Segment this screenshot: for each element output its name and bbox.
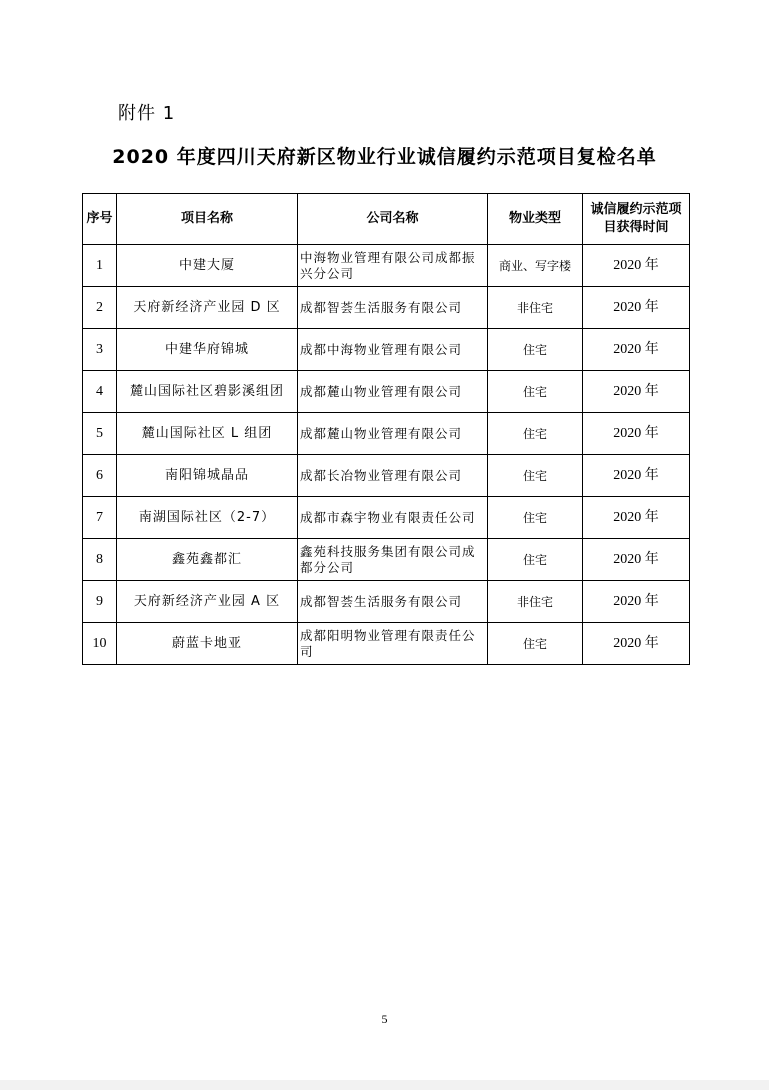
cell-award-year: 2020 年: [583, 497, 690, 539]
cell-index: 4: [83, 371, 117, 413]
cell-award-year: 2020 年: [583, 371, 690, 413]
cell-award-year: 2020 年: [583, 581, 690, 623]
cell-property-type: 商业、写字楼: [488, 245, 583, 287]
table-row: [83, 245, 690, 287]
table-row: [83, 539, 690, 581]
cell-index: 3: [83, 329, 117, 371]
table-row: [83, 287, 690, 329]
table-row: [83, 413, 690, 455]
cell-company-name: 成都阳明物业管理有限责任公司: [298, 623, 488, 665]
cell-project-name: 中建华府锦城: [117, 329, 298, 371]
cell-index: 7: [83, 497, 117, 539]
table-row: [83, 329, 690, 371]
cell-award-year: 2020 年: [583, 287, 690, 329]
cell-company-name: 鑫苑科技服务集团有限公司成都分公司: [298, 539, 488, 581]
cell-index: 6: [83, 455, 117, 497]
cell-company-name: 成都智荟生活服务有限公司: [298, 581, 488, 623]
table-row: [83, 371, 690, 413]
header-year: 诚信履约示范项目获得时间: [583, 194, 690, 245]
header-company: 公司名称: [298, 194, 488, 245]
cell-property-type: 住宅: [488, 539, 583, 581]
cell-project-name: 南阳锦城晶品: [117, 455, 298, 497]
cell-index: 8: [83, 539, 117, 581]
cell-property-type: 住宅: [488, 371, 583, 413]
cell-property-type: 住宅: [488, 623, 583, 665]
cell-company-name: 成都中海物业管理有限公司: [298, 329, 488, 371]
cell-index: 5: [83, 413, 117, 455]
cell-index: 2: [83, 287, 117, 329]
cell-property-type: 住宅: [488, 413, 583, 455]
cell-project-name: 南湖国际社区（2-7）: [117, 497, 298, 539]
document-title: 2020 年度四川天府新区物业行业诚信履约示范项目复检名单: [112, 146, 657, 168]
cell-index: 10: [83, 623, 117, 665]
cell-award-year: 2020 年: [583, 539, 690, 581]
cell-property-type: 住宅: [488, 329, 583, 371]
cell-property-type: 非住宅: [488, 581, 583, 623]
cell-award-year: 2020 年: [583, 455, 690, 497]
cell-company-name: 成都市森宇物业有限责任公司: [298, 497, 488, 539]
cell-project-name: 天府新经济产业园 A 区: [117, 581, 298, 623]
attachment-label: 附件 1: [118, 103, 176, 124]
cell-index: 1: [83, 245, 117, 287]
page-bottom-edge: [0, 1080, 769, 1090]
cell-project-name: 麓山国际社区 L 组团: [117, 413, 298, 455]
cell-company-name: 成都麓山物业管理有限公司: [298, 371, 488, 413]
cell-project-name: 天府新经济产业园 D 区: [117, 287, 298, 329]
table-row: [83, 455, 690, 497]
cell-project-name: 鑫苑鑫都汇: [117, 539, 298, 581]
cell-company-name: 成都智荟生活服务有限公司: [298, 287, 488, 329]
table-row: [83, 581, 690, 623]
cell-property-type: 住宅: [488, 455, 583, 497]
header-type: 物业类型: [488, 194, 583, 245]
header-project: 项目名称: [117, 194, 298, 245]
cell-property-type: 住宅: [488, 497, 583, 539]
page-number: 5: [381, 1012, 388, 1026]
table-header-row: [83, 194, 690, 245]
cell-project-name: 中建大厦: [117, 245, 298, 287]
table-row: [83, 623, 690, 665]
inspection-list-table: [82, 193, 690, 665]
cell-company-name: 成都长冶物业管理有限公司: [298, 455, 488, 497]
cell-company-name: 成都麓山物业管理有限公司: [298, 413, 488, 455]
table-row: [83, 497, 690, 539]
cell-award-year: 2020 年: [583, 623, 690, 665]
cell-project-name: 蔚蓝卡地亚: [117, 623, 298, 665]
header-index: 序号: [83, 194, 117, 245]
cell-company-name: 中海物业管理有限公司成都振兴分公司: [298, 245, 488, 287]
cell-award-year: 2020 年: [583, 245, 690, 287]
cell-award-year: 2020 年: [583, 329, 690, 371]
cell-project-name: 麓山国际社区碧影溪组团: [117, 371, 298, 413]
cell-award-year: 2020 年: [583, 413, 690, 455]
cell-property-type: 非住宅: [488, 287, 583, 329]
cell-index: 9: [83, 581, 117, 623]
